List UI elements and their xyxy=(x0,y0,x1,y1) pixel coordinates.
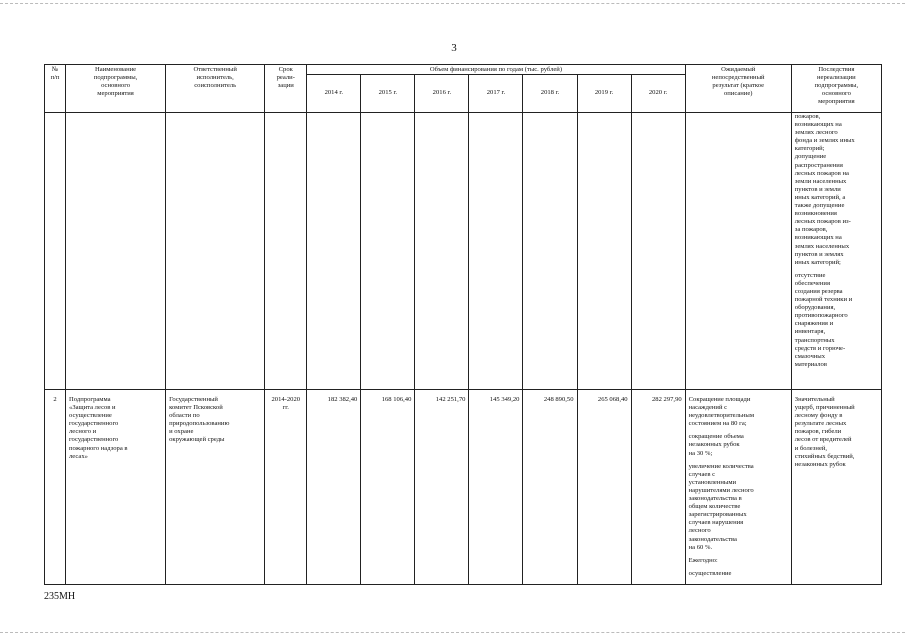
text-line: пожаров, xyxy=(794,113,821,120)
text-line: ущерб, причиненный xyxy=(794,404,855,412)
result-text xyxy=(689,396,788,428)
text-line: осуществление xyxy=(688,569,732,577)
text-line: лесному фонду в xyxy=(794,412,843,420)
text-line: лесах» xyxy=(69,452,88,460)
header-line: исполнитель, xyxy=(196,74,234,82)
text-line: комитет Псковской xyxy=(169,404,223,412)
cell-value xyxy=(415,113,469,390)
text-line: Сокращение площади xyxy=(688,396,751,403)
header-line: мероприятия xyxy=(818,98,855,106)
text-line: увеличение количества xyxy=(688,462,754,470)
text-line: Государственный xyxy=(169,396,218,403)
header-line: № xyxy=(51,66,59,73)
text-line: категорий; xyxy=(794,145,825,153)
text-line: за пожаров, xyxy=(794,226,828,234)
consequences-text xyxy=(795,113,878,267)
header-line: Ожидаемый xyxy=(721,66,756,73)
text-line: и охране xyxy=(169,428,194,436)
cell-value xyxy=(469,113,523,390)
text-line: 2014-2020 xyxy=(271,396,301,403)
table-row-continuation xyxy=(45,113,882,390)
cell-value: 282 297,90 xyxy=(631,390,685,585)
cell-name xyxy=(66,390,166,585)
header-line: мероприятия xyxy=(97,90,134,98)
text-line: лесного и xyxy=(69,428,97,436)
header-year: 2017 г. xyxy=(469,75,523,113)
text-line: пунктов и земли xyxy=(794,185,841,193)
cell-result xyxy=(685,390,791,585)
text-line: отсутствие xyxy=(794,271,826,279)
text-line: оборудования, xyxy=(794,304,836,312)
text-line: снаряжения и xyxy=(794,320,834,328)
text-line: создания резерва xyxy=(794,287,843,295)
header-line: подпрограммы, xyxy=(814,82,859,90)
text-line: лесов от вредителей xyxy=(794,436,852,444)
cell-value: 142 251,70 xyxy=(415,390,469,585)
table-row-subprogram-2 xyxy=(45,390,882,585)
text-line: общем количестве xyxy=(688,503,741,511)
text-line: противопожарного xyxy=(794,312,848,320)
text-line: незаконных рубок xyxy=(688,441,740,449)
text-line: Ежегодно: xyxy=(688,556,718,564)
header-year: 2016 г. xyxy=(415,75,469,113)
text-line: иных категорий, а xyxy=(794,193,846,201)
text-line: сокращение объема xyxy=(688,433,744,441)
text-line: случаев нарушения xyxy=(688,519,744,527)
header-year: 2018 г. xyxy=(523,75,577,113)
header-year: 2014 г. xyxy=(307,75,361,113)
cell-consequences xyxy=(791,390,881,585)
text-line: неудовлетворительным xyxy=(688,412,755,420)
text-line: инвентаря, xyxy=(794,328,826,336)
header-year: 2020 г. xyxy=(631,75,685,113)
text-line: лесных пожаров на xyxy=(794,169,849,177)
cell-value xyxy=(631,113,685,390)
header-line: описание) xyxy=(723,90,753,98)
header-line: непосредственный xyxy=(711,74,765,82)
cell-value xyxy=(523,113,577,390)
cell-result xyxy=(685,113,791,390)
text-line: природопользованию xyxy=(169,420,230,428)
cell-term xyxy=(265,113,307,390)
header-line: основного xyxy=(101,82,131,90)
text-line: незаконных рубок xyxy=(794,460,846,468)
funding-table xyxy=(44,64,882,585)
text-line: насаждений с xyxy=(688,404,728,412)
text-line: законодательства в xyxy=(688,495,742,503)
result-text xyxy=(689,557,788,565)
text-line: области по xyxy=(169,412,200,420)
cell-consequences xyxy=(791,113,881,390)
text-line: государственного xyxy=(69,420,119,428)
text-line: зарегистрированных xyxy=(688,511,747,519)
cell-value: 168 106,40 xyxy=(361,390,415,585)
text-line: обеспечения xyxy=(794,279,830,287)
cell-value xyxy=(361,113,415,390)
text-line: окружающей среды xyxy=(169,436,225,444)
result-text xyxy=(689,433,788,457)
header-year: 2019 г. xyxy=(577,75,631,113)
header-line: результат (краткое xyxy=(712,82,764,90)
header-line: зации xyxy=(277,82,294,90)
header-term xyxy=(265,65,307,113)
header-line: подпрограммы, xyxy=(93,74,138,82)
cell-value: 182 382,40 xyxy=(307,390,361,585)
text-line: установленными xyxy=(688,478,737,486)
result-text xyxy=(689,463,788,552)
text-line: состоянием на 80 га; xyxy=(688,420,747,428)
scan-top-edge xyxy=(0,3,905,4)
text-line: и болезней, xyxy=(794,444,828,452)
cell-value xyxy=(577,113,631,390)
text-line: фонда и землях иных xyxy=(794,137,855,145)
text-line: «Защита лесов и xyxy=(69,404,116,412)
text-line: нарушителями лесного xyxy=(688,486,754,494)
text-line: пожарной техники и xyxy=(794,296,853,304)
cell-value: 265 068,40 xyxy=(577,390,631,585)
text-line: осуществление xyxy=(69,412,112,420)
cell-name xyxy=(66,113,166,390)
text-line: землях лесного xyxy=(794,129,838,137)
text-line: также допущение xyxy=(794,202,845,210)
header-funding-group: Объем финансирования по годам (тыс. рублей) xyxy=(307,65,685,75)
header-year: 2015 г. xyxy=(361,75,415,113)
text-line: иных категорий; xyxy=(794,258,841,266)
cell-executor xyxy=(166,113,265,390)
text-line: смазочных xyxy=(794,352,826,360)
page-number: 3 xyxy=(451,42,457,54)
header-result xyxy=(685,65,791,113)
text-line: возникающих на xyxy=(794,234,842,242)
header-name xyxy=(66,65,166,113)
header-line: Ответственный xyxy=(193,66,237,73)
text-line: на 60 %. xyxy=(688,543,713,551)
cell-value: 248 890,50 xyxy=(523,390,577,585)
cell-term xyxy=(265,390,307,585)
text-line: допущение xyxy=(794,153,827,161)
text-line: лесного xyxy=(688,527,711,535)
header-consequences xyxy=(791,65,881,113)
text-line: результате лесных xyxy=(794,420,847,428)
header-line: Наименование xyxy=(95,66,137,73)
scan-bottom-edge xyxy=(0,632,905,633)
text-line: пожарного надзора в xyxy=(69,444,128,452)
text-line: возникающих на xyxy=(794,121,842,129)
cell-num xyxy=(45,113,66,390)
cell-value: 145 349,20 xyxy=(469,390,523,585)
text-line: гг. xyxy=(282,404,289,412)
text-line: землях населенных xyxy=(794,242,850,250)
consequences-text xyxy=(795,396,878,469)
header-num xyxy=(45,65,66,113)
header-line: Последствия xyxy=(818,66,855,73)
document-code: 235МН xyxy=(44,591,76,602)
text-line: транспортных xyxy=(794,336,835,344)
text-line: материалов xyxy=(794,360,827,368)
header-line: Срок xyxy=(278,66,293,73)
result-text xyxy=(689,570,788,578)
text-line: земли населенных xyxy=(794,177,847,185)
text-line: государственного xyxy=(69,436,119,444)
text-line: Значительный xyxy=(794,396,835,403)
text-line: стихийных бедствий, xyxy=(794,452,855,460)
cell-executor xyxy=(166,390,265,585)
header-line: соисполнитель xyxy=(194,82,237,90)
header-line: реали- xyxy=(276,74,295,82)
cell-num: 2 xyxy=(45,390,66,585)
text-line: пожаров, гибели xyxy=(794,428,842,436)
text-line: средств и горюче- xyxy=(794,344,846,352)
header-line: п/п xyxy=(50,74,60,82)
text-line: Подпрограмма xyxy=(69,396,111,403)
header-row-1 xyxy=(45,65,882,75)
text-line: пунктов и землях xyxy=(794,250,844,258)
text-line: законодательства xyxy=(688,535,737,543)
text-line: случаев с xyxy=(688,470,716,478)
text-line: распространения xyxy=(794,161,843,169)
header-executor xyxy=(166,65,265,113)
header-line: нереализации xyxy=(817,74,856,82)
header-line: основного xyxy=(821,90,851,98)
consequences-text xyxy=(795,272,878,369)
text-line: лесных пожаров из- xyxy=(794,218,851,226)
text-line: возникновения xyxy=(794,210,837,218)
text-line: на 30 %; xyxy=(688,449,713,457)
cell-value xyxy=(307,113,361,390)
